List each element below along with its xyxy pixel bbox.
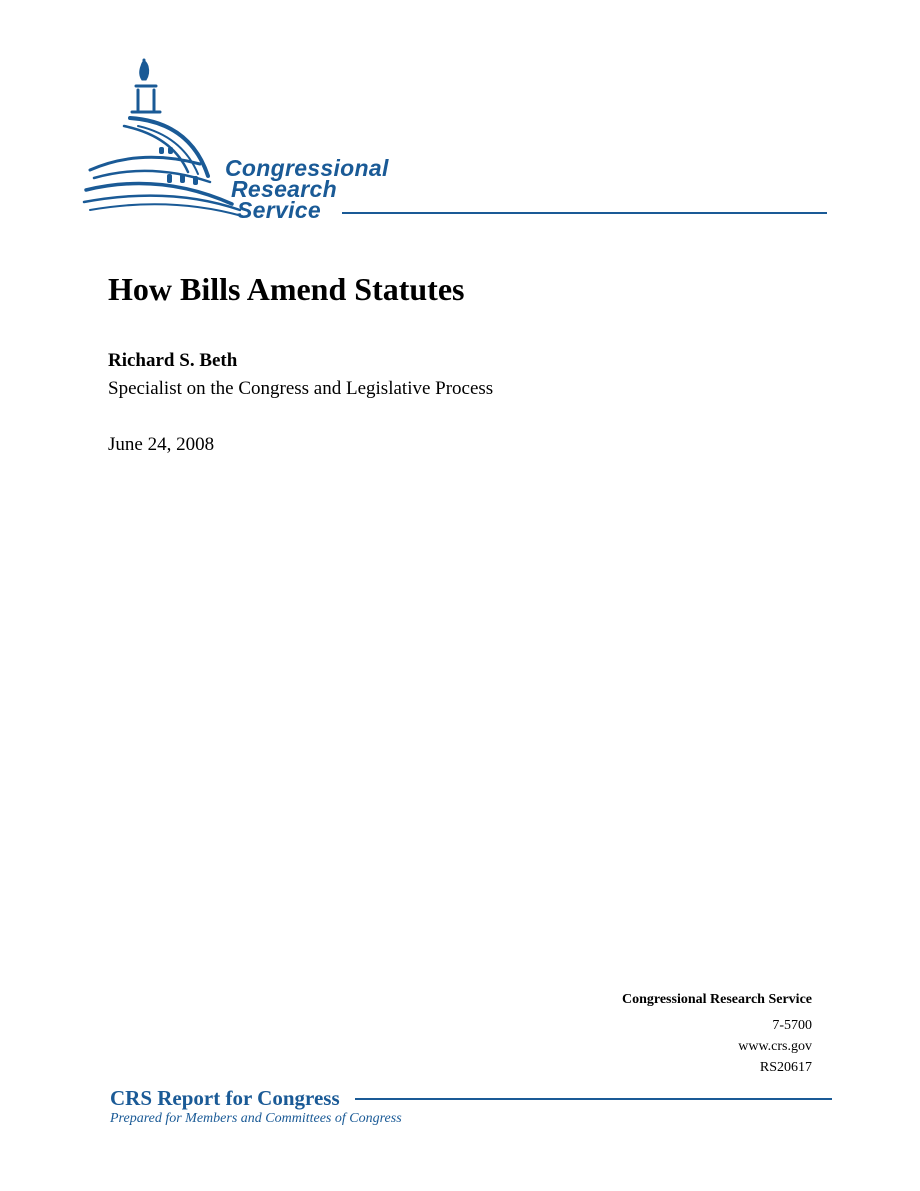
publisher-info bbox=[622, 990, 812, 1078]
report-number: RS20617 bbox=[759, 1060, 812, 1075]
logo-rule bbox=[342, 212, 827, 214]
document-title: How Bills Amend Statutes bbox=[108, 271, 465, 307]
crs-logo bbox=[80, 52, 840, 227]
footer-rule bbox=[355, 1098, 832, 1100]
logo-text-line-1: Congressional bbox=[225, 155, 389, 181]
author-name: Richard S. Beth bbox=[108, 350, 238, 371]
footer-title: CRS Report for Congress bbox=[110, 1086, 340, 1110]
logo-text-line-2: Research bbox=[231, 176, 337, 202]
publisher-website: www.crs.gov bbox=[738, 1039, 812, 1054]
logo-text-line-3: Service bbox=[237, 197, 321, 223]
publisher-name: Congressional Research Service bbox=[621, 992, 812, 1007]
author-role: Specialist on the Congress and Legislative Process bbox=[108, 378, 494, 399]
report-date: June 24, 2008 bbox=[108, 434, 215, 455]
publisher-phone: 7-5700 bbox=[772, 1018, 812, 1033]
footer-subtitle: Prepared for Members and Committees of Congress bbox=[110, 1111, 402, 1126]
